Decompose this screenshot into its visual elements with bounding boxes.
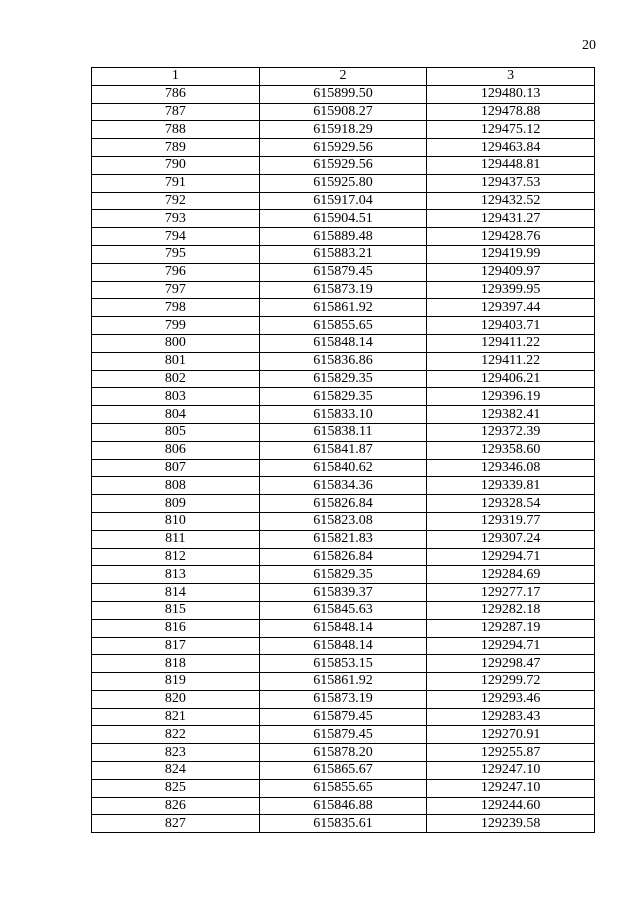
point-number-cell: 816 (92, 619, 260, 637)
x-coordinate-cell: 615841.87 (259, 441, 427, 459)
x-coordinate-cell: 615878.20 (259, 744, 427, 762)
x-coordinate-cell: 615848.14 (259, 637, 427, 655)
y-coordinate-cell: 129270.91 (427, 726, 595, 744)
y-coordinate-cell: 129277.17 (427, 584, 595, 602)
table-row (92, 619, 595, 637)
table-row (92, 370, 595, 388)
y-coordinate-cell: 129431.27 (427, 210, 595, 228)
point-number-cell: 827 (92, 815, 260, 833)
coordinates-table (91, 67, 595, 833)
x-coordinate-cell: 615836.86 (259, 352, 427, 370)
x-coordinate-cell: 615879.45 (259, 708, 427, 726)
table-row (92, 228, 595, 246)
x-coordinate-cell: 615855.65 (259, 779, 427, 797)
x-coordinate-cell: 615918.29 (259, 121, 427, 139)
y-coordinate-cell: 129294.71 (427, 637, 595, 655)
y-coordinate-cell: 129239.58 (427, 815, 595, 833)
column-header-3: 3 (427, 68, 595, 86)
x-coordinate-cell: 615839.37 (259, 584, 427, 602)
table-row (92, 299, 595, 317)
x-coordinate-cell: 615861.92 (259, 299, 427, 317)
point-number-cell: 796 (92, 263, 260, 281)
point-number-cell: 812 (92, 548, 260, 566)
y-coordinate-cell: 129247.10 (427, 762, 595, 780)
point-number-cell: 820 (92, 690, 260, 708)
table-row (92, 352, 595, 370)
table-row (92, 762, 595, 780)
table-row (92, 139, 595, 157)
point-number-cell: 790 (92, 156, 260, 174)
x-coordinate-cell: 615904.51 (259, 210, 427, 228)
y-coordinate-cell: 129411.22 (427, 352, 595, 370)
x-coordinate-cell: 615838.11 (259, 423, 427, 441)
table-row (92, 530, 595, 548)
x-coordinate-cell: 615879.45 (259, 263, 427, 281)
point-number-cell: 817 (92, 637, 260, 655)
point-number-cell: 789 (92, 139, 260, 157)
point-number-cell: 809 (92, 495, 260, 513)
y-coordinate-cell: 129298.47 (427, 655, 595, 673)
point-number-cell: 807 (92, 459, 260, 477)
table-row (92, 334, 595, 352)
y-coordinate-cell: 129358.60 (427, 441, 595, 459)
x-coordinate-cell: 615873.19 (259, 690, 427, 708)
table-row (92, 477, 595, 495)
point-number-cell: 799 (92, 317, 260, 335)
y-coordinate-cell: 129319.77 (427, 512, 595, 530)
x-coordinate-cell: 615840.62 (259, 459, 427, 477)
point-number-cell: 814 (92, 584, 260, 602)
x-coordinate-cell: 615829.35 (259, 388, 427, 406)
x-coordinate-cell: 615848.14 (259, 334, 427, 352)
table-row (92, 174, 595, 192)
column-header-1: 1 (92, 68, 260, 86)
point-number-cell: 803 (92, 388, 260, 406)
point-number-cell: 815 (92, 601, 260, 619)
x-coordinate-cell: 615929.56 (259, 139, 427, 157)
table-row (92, 744, 595, 762)
point-number-cell: 805 (92, 423, 260, 441)
point-number-cell: 808 (92, 477, 260, 495)
x-coordinate-cell: 615929.56 (259, 156, 427, 174)
table-row (92, 459, 595, 477)
point-number-cell: 792 (92, 192, 260, 210)
x-coordinate-cell: 615925.80 (259, 174, 427, 192)
x-coordinate-cell: 615889.48 (259, 228, 427, 246)
y-coordinate-cell: 129399.95 (427, 281, 595, 299)
x-coordinate-cell: 615865.67 (259, 762, 427, 780)
point-number-cell: 810 (92, 512, 260, 530)
point-number-cell: 824 (92, 762, 260, 780)
y-coordinate-cell: 129437.53 (427, 174, 595, 192)
y-coordinate-cell: 129339.81 (427, 477, 595, 495)
point-number-cell: 802 (92, 370, 260, 388)
table-row (92, 566, 595, 584)
table-row (92, 441, 595, 459)
y-coordinate-cell: 129299.72 (427, 673, 595, 691)
x-coordinate-cell: 615883.21 (259, 245, 427, 263)
point-number-cell: 800 (92, 334, 260, 352)
point-number-cell: 793 (92, 210, 260, 228)
point-number-cell: 819 (92, 673, 260, 691)
point-number-cell: 787 (92, 103, 260, 121)
x-coordinate-cell: 615899.50 (259, 85, 427, 103)
y-coordinate-cell: 129397.44 (427, 299, 595, 317)
x-coordinate-cell: 615848.14 (259, 619, 427, 637)
x-coordinate-cell: 615823.08 (259, 512, 427, 530)
table-row (92, 263, 595, 281)
y-coordinate-cell: 129372.39 (427, 423, 595, 441)
point-number-cell: 823 (92, 744, 260, 762)
y-coordinate-cell: 129428.76 (427, 228, 595, 246)
y-coordinate-cell: 129293.46 (427, 690, 595, 708)
table-row (92, 512, 595, 530)
point-number-cell: 821 (92, 708, 260, 726)
column-header-2: 2 (259, 68, 427, 86)
table-row (92, 673, 595, 691)
table-row (92, 406, 595, 424)
table-row (92, 210, 595, 228)
table-row (92, 245, 595, 263)
x-coordinate-cell: 615855.65 (259, 317, 427, 335)
table-row (92, 121, 595, 139)
y-coordinate-cell: 129396.19 (427, 388, 595, 406)
x-coordinate-cell: 615833.10 (259, 406, 427, 424)
y-coordinate-cell: 129406.21 (427, 370, 595, 388)
x-coordinate-cell: 615829.35 (259, 370, 427, 388)
x-coordinate-cell: 615826.84 (259, 495, 427, 513)
x-coordinate-cell: 615821.83 (259, 530, 427, 548)
table-row (92, 797, 595, 815)
y-coordinate-cell: 129480.13 (427, 85, 595, 103)
y-coordinate-cell: 129283.43 (427, 708, 595, 726)
y-coordinate-cell: 129463.84 (427, 139, 595, 157)
table-row (92, 423, 595, 441)
table-row (92, 156, 595, 174)
x-coordinate-cell: 615917.04 (259, 192, 427, 210)
table-row (92, 655, 595, 673)
point-number-cell: 804 (92, 406, 260, 424)
point-number-cell: 825 (92, 779, 260, 797)
y-coordinate-cell: 129475.12 (427, 121, 595, 139)
point-number-cell: 797 (92, 281, 260, 299)
x-coordinate-cell: 615826.84 (259, 548, 427, 566)
table-row (92, 548, 595, 566)
y-coordinate-cell: 129284.69 (427, 566, 595, 584)
y-coordinate-cell: 129282.18 (427, 601, 595, 619)
table-row (92, 779, 595, 797)
page-number: 20 (582, 38, 596, 53)
table-row (92, 584, 595, 602)
point-number-cell: 791 (92, 174, 260, 192)
table-row (92, 85, 595, 103)
table-row (92, 192, 595, 210)
table-row (92, 281, 595, 299)
point-number-cell: 788 (92, 121, 260, 139)
x-coordinate-cell: 615845.63 (259, 601, 427, 619)
point-number-cell: 811 (92, 530, 260, 548)
y-coordinate-cell: 129432.52 (427, 192, 595, 210)
y-coordinate-cell: 129411.22 (427, 334, 595, 352)
x-coordinate-cell: 615829.35 (259, 566, 427, 584)
y-coordinate-cell: 129448.81 (427, 156, 595, 174)
table-row (92, 388, 595, 406)
y-coordinate-cell: 129382.41 (427, 406, 595, 424)
x-coordinate-cell: 615834.36 (259, 477, 427, 495)
x-coordinate-cell: 615908.27 (259, 103, 427, 121)
table-row (92, 317, 595, 335)
point-number-cell: 786 (92, 85, 260, 103)
point-number-cell: 801 (92, 352, 260, 370)
point-number-cell: 818 (92, 655, 260, 673)
point-number-cell: 813 (92, 566, 260, 584)
y-coordinate-cell: 129409.97 (427, 263, 595, 281)
y-coordinate-cell: 129307.24 (427, 530, 595, 548)
y-coordinate-cell: 129244.60 (427, 797, 595, 815)
y-coordinate-cell: 129294.71 (427, 548, 595, 566)
y-coordinate-cell: 129478.88 (427, 103, 595, 121)
point-number-cell: 795 (92, 245, 260, 263)
table-body (92, 85, 595, 832)
x-coordinate-cell: 615835.61 (259, 815, 427, 833)
y-coordinate-cell: 129287.19 (427, 619, 595, 637)
y-coordinate-cell: 129419.99 (427, 245, 595, 263)
y-coordinate-cell: 129403.71 (427, 317, 595, 335)
x-coordinate-cell: 615846.88 (259, 797, 427, 815)
point-number-cell: 794 (92, 228, 260, 246)
table-row (92, 637, 595, 655)
table-row (92, 103, 595, 121)
point-number-cell: 826 (92, 797, 260, 815)
table-row (92, 601, 595, 619)
point-number-cell: 822 (92, 726, 260, 744)
y-coordinate-cell: 129328.54 (427, 495, 595, 513)
table-header-row (92, 68, 595, 86)
x-coordinate-cell: 615873.19 (259, 281, 427, 299)
x-coordinate-cell: 615879.45 (259, 726, 427, 744)
y-coordinate-cell: 129255.87 (427, 744, 595, 762)
table-row (92, 495, 595, 513)
table-row (92, 726, 595, 744)
table-row (92, 708, 595, 726)
x-coordinate-cell: 615861.92 (259, 673, 427, 691)
point-number-cell: 798 (92, 299, 260, 317)
point-number-cell: 806 (92, 441, 260, 459)
table-row (92, 815, 595, 833)
y-coordinate-cell: 129247.10 (427, 779, 595, 797)
table-row (92, 690, 595, 708)
y-coordinate-cell: 129346.08 (427, 459, 595, 477)
x-coordinate-cell: 615853.15 (259, 655, 427, 673)
